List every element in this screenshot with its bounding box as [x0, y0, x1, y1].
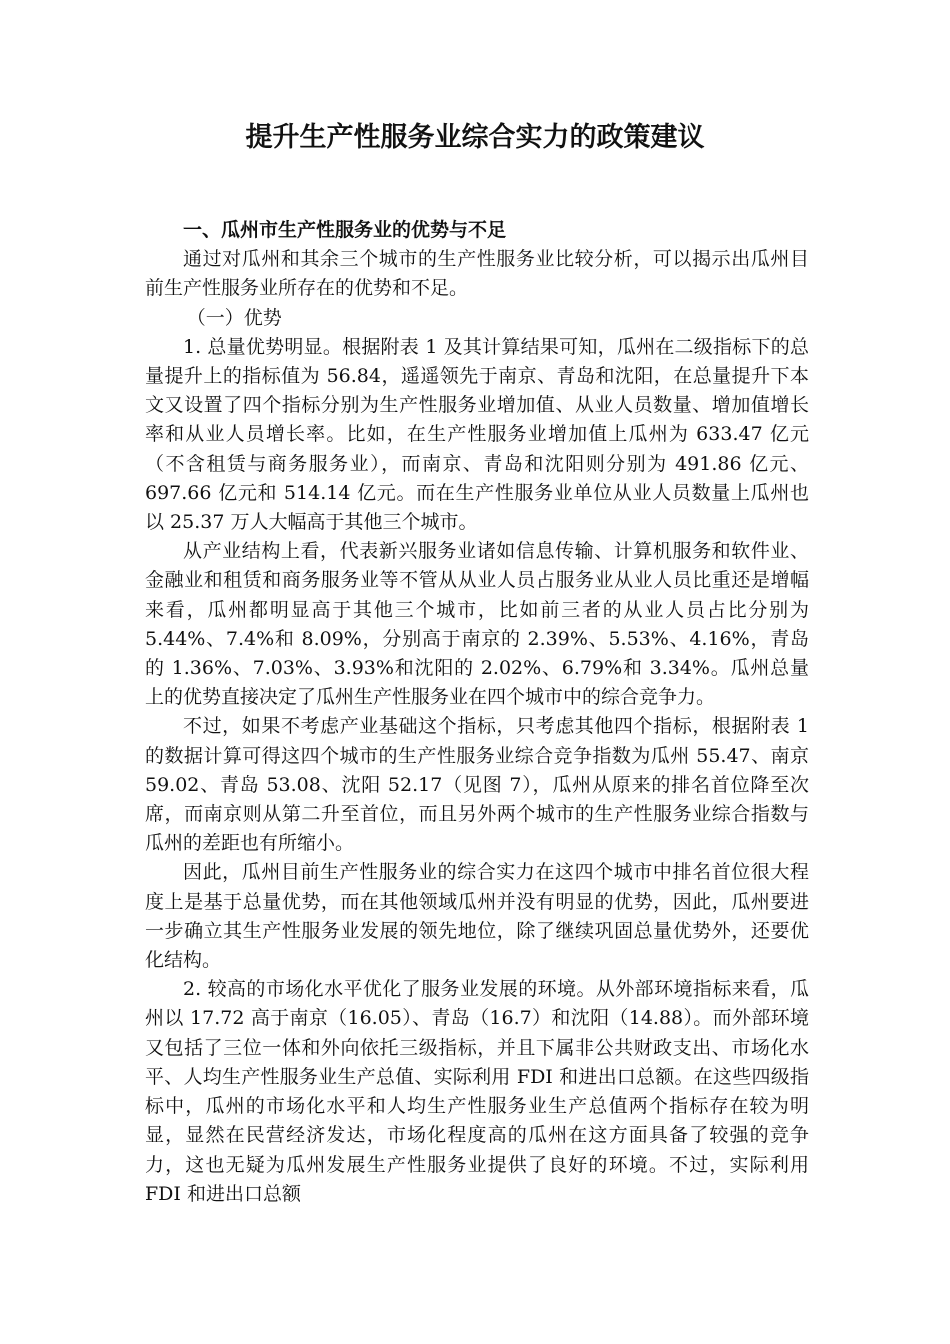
- document-title: 提升生产性服务业综合实力的政策建议: [245, 122, 705, 153]
- body-paragraph: 因此，瓜州目前生产性服务业的综合实力在这四个城市中排名首位很大程度上是基于总量优势，而在其他领域瓜州并没有明显的优势，因此，瓜州要进一步确立其生产性服务业发展的领先地位，除了继续巩固总量优势外，还要优化结构。: [145, 861, 809, 972]
- intro-paragraph: 通过对瓜州和其余三个城市的生产性服务业比较分析，可以揭示出瓜州目前生产性服务业所存在的优势和不足。: [145, 248, 809, 300]
- subsection-heading: （一）优势: [186, 306, 282, 329]
- body-paragraph: 从产业结构上看，代表新兴服务业诸如信息传输、计算机服务和软件业、金融业和租赁和商务服务业等不管从从业人员占服务业从业人员比重还是增幅来看，瓜州都明显高于其他三个城市，比如前三者的从业人员占比分别为 5.44%、7.4%和 8.09%，分别高于南京的 2.39%、5.53%、4.16%，青岛的 1.36%、7.03%、3.93%和沈阳的 2.02%、6.79%和 3.34%。瓜州总量上的优势直接决定了瓜州生产性服务业在四个城市中的综合竞争力。: [145, 540, 809, 709]
- section-heading: 一、瓜州市生产性服务业的优势与不足: [183, 219, 507, 241]
- body-paragraph: 不过，如果不考虑产业基础这个指标，只考虑其他四个指标，根据附表 1 的数据计算可得这四个城市的生产性服务业综合竞争指数为瓜州 55.47、南京 59.02、青岛 53.08、沈阳 52.17（见图 7），瓜州从原来的排名首位降至次席，而南京则从第二升至首位，而且另外两个城市的生产性服务业综合指数与瓜州的差距也有所缩小。: [145, 715, 809, 855]
- body-paragraph: 1. 总量优势明显。根据附表 1 及其计算结果可知，瓜州在二级指标下的总量提升上的指标值为 56.84，遥遥领先于南京、青岛和沈阳，在总量提升下本文又设置了四个指标分别为生产性服务业增加值、从业人员数量、增加值增长率和从业人员增长率。比如，在生产性服务业增加值上瓜州为 633.47 亿元（不含租赁与商务服务业），而南京、青岛和沈阳则分别为 491.86 亿元、697.66 亿元和 514.14 亿元。而在生产性服务业单位从业人员数量上瓜州也以 25.37 万人大幅高于其他三个城市。: [145, 335, 809, 534]
- body-paragraph: 2. 较高的市场化水平优化了服务业发展的环境。从外部环境指标来看，瓜州以 17.72 高于南京（16.05）、青岛（16.7）和沈阳（14.88）。而外部环境又包括了三位一体和外向依托三级指标，并且下属非公共财政支出、市场化水平、人均生产性服务业生产总值、实际利用 FDI 和进出口总额。在这些四级指标中，瓜州的市场化水平和人均生产性服务业生产总值两个指标存在较为明显，显然在民营经济发达，市场化程度高的瓜州在这方面具备了较强的竞争力，这也无疑为瓜州发展生产性服务业提供了良好的环境。不过，实际利用 FDI 和进出口总额: [145, 978, 809, 1205]
- document-body: [145, 216, 809, 1209]
